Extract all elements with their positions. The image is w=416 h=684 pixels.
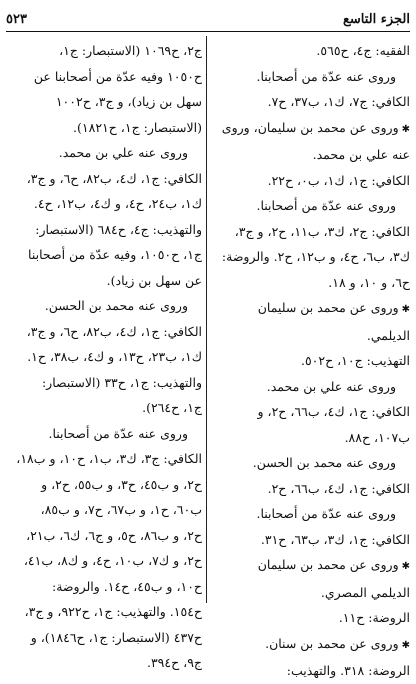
text-line [6, 38, 202, 64]
text-line [6, 319, 202, 345]
text-line [6, 650, 202, 676]
line-text: ح٤٣٧ (الاستبصار: ج١، ح١٨٤٦)، و [30, 629, 202, 645]
line-text: ك٣، ب٦، ح٤، و ب١٢، ح٢. والروضة: [221, 249, 410, 264]
asterisk-icon: ✱ [401, 123, 410, 135]
line-text: الديلمي. [366, 327, 410, 343]
text-line [214, 115, 410, 143]
running-title: الجزء التاسع [342, 11, 410, 27]
text-line [6, 268, 202, 294]
line-text: ك١، ب٢٣، ح١٣، و ك٤، ب٣٨، ح١. [27, 349, 202, 364]
line-text: وروى عنه علي بن محمد. [58, 145, 188, 160]
line-text: الكافي: ج١، ك٣، ب٦٣، ح٣١. [260, 531, 410, 547]
line-text: وروى عن محمد بن سليمان، وروى [221, 119, 399, 135]
text-line [6, 446, 202, 472]
line-text: ج٩، ح٣٩٤. [146, 655, 202, 670]
line-text: الكافي: ج٣، ك٣، ب١، ح١٠، و ب١٨، [16, 451, 202, 466]
text-line [214, 323, 410, 349]
line-text: وروى عنه محمد بن الحسن. [252, 455, 396, 470]
line-text: ب٦٠، ح١، و ب٦٧، ح٧، و ب٨٥، [40, 502, 202, 517]
page-number: ٥٢٣ [6, 11, 27, 27]
line-text: ح٦، و ١٠، و ١٨. [328, 274, 410, 290]
text-line [214, 168, 410, 194]
text-line [214, 295, 410, 323]
text-line [214, 219, 410, 245]
text-line [6, 599, 202, 625]
text-line [214, 552, 410, 580]
text-line [6, 166, 202, 192]
text-line [6, 370, 202, 396]
line-text: ج٢، ح١٠٦٩ (الاستبصار: ج١، [59, 43, 202, 58]
text-line [214, 348, 410, 374]
line-text: وروى عنه عدّة من أصحابنا. [48, 425, 188, 441]
header-rule [6, 31, 410, 32]
line-text: ح٢، و ب٨٦، ح٥، و ج٦، ك٦، ب٢١، [26, 527, 202, 543]
line-text: ح٢، و ك٧، ب١٠، ح٤، و ك٨، ب٤١، [23, 553, 202, 568]
line-text: وروى عن محمد بن سليمان [257, 300, 399, 315]
line-text: وروى عن محمد بن سليمان [257, 557, 399, 572]
text-line [214, 501, 410, 527]
text-line [6, 523, 202, 549]
text-line [6, 140, 202, 166]
line-text: ج١، ح٢٦٤). [142, 400, 202, 415]
text-line [214, 64, 410, 90]
right-column [214, 38, 410, 678]
text-line [6, 497, 202, 523]
text-line [214, 374, 410, 400]
text-line [6, 421, 202, 447]
page-header [6, 8, 410, 30]
line-text: التهذيب: ج١٠، ح٥٠٢. [300, 353, 410, 368]
line-text: عن سهل بن زياد). [106, 272, 202, 288]
text-line [6, 191, 202, 217]
line-text: الكافي: ج١، ك٤، ب٦٦، ح٢. [267, 480, 410, 496]
line-text: الكافي: ج٧، ك١، ب٣٧، ح٧. [267, 94, 410, 109]
text-line [6, 574, 202, 600]
asterisk-icon: ✱ [401, 561, 410, 572]
line-text: الكافي: ج١، ك٤، ب٨٢، ح٦، و ج٣، [26, 170, 202, 186]
line-text: الفقيه: ج٤، ح٥٦٥. [316, 43, 410, 58]
text-line [214, 244, 410, 270]
line-text: ج١، ح١٠٥٠، وفيه عدّة من أصحابنا [28, 247, 202, 262]
line-text: سهل بن زياد)، و ج٣، ح١٠٠٢ [55, 94, 202, 109]
text-line [6, 217, 202, 243]
text-line [6, 625, 202, 651]
line-text: الكافي: ج١، ك٤، ب٦٦، ح٢، و [257, 404, 410, 419]
line-text: وروى عنه عدّة من أصحابنا. [256, 198, 396, 213]
line-text: والتهذيب: ج١، ح٣٣ (الاستبصار: [41, 374, 202, 390]
left-column [6, 38, 202, 670]
text-line [214, 38, 410, 64]
text-line [214, 399, 410, 425]
line-text: الكافي: ج١، ك١، ب٠، ح٢٢. [267, 172, 410, 188]
text-line [214, 425, 410, 451]
line-text: ح١٠٥٠ وفيه عدّة من أصحابنا عن [33, 68, 202, 84]
line-text: ح١٥٤. والتهذيب: ج١، ح٩٢٢، و ج٣، [24, 604, 202, 619]
line-text: والتهذيب: ج٤، ح٦٨٤ (الاستبصار: [35, 221, 202, 237]
asterisk-icon: ✱ [401, 304, 410, 315]
text-line [6, 89, 202, 115]
text-line [6, 293, 202, 319]
text-line [6, 64, 202, 90]
text-line [214, 193, 410, 219]
text-line [214, 631, 410, 659]
line-text: الديلمي المصري. [320, 584, 410, 600]
line-text: الروضة: ٣١٨. والتهذيب: [286, 663, 410, 678]
text-line [214, 658, 410, 684]
line-text: ب١٠٧، ح٨٨. [344, 429, 410, 445]
text-line [6, 242, 202, 268]
text-line [214, 89, 410, 115]
line-text: وروى عنه عدّة من أصحابنا. [256, 68, 396, 84]
text-line [6, 548, 202, 574]
line-text: وروى عنه محمد بن الحسن. [44, 298, 188, 313]
text-line [214, 580, 410, 606]
text-line [214, 270, 410, 296]
text-line [214, 450, 410, 476]
line-text: ح٢، و ب٤٥، ح٣، و ب٥٥، ح٢، و [41, 476, 202, 492]
asterisk-icon: ✱ [401, 639, 410, 651]
line-text: الكافي: ج١، ك٤، ب٨٢، ح٦، و ج٣، [26, 323, 202, 339]
line-text: الكافي: ج٢، ك٣، ب١١، ح٢، و ج٣، [234, 223, 410, 239]
line-text: (الاستبصار: ج١، ح١٨٢١). [73, 119, 202, 135]
text-line [6, 344, 202, 370]
line-text: وروى عنه عدّة من أصحابنا. [256, 506, 396, 521]
text-line [6, 472, 202, 498]
column-divider [206, 36, 207, 603]
text-line [214, 476, 410, 502]
text-line [214, 527, 410, 553]
line-text: ك١، ب٢٤، ح٤، و ك٤، ب١٢، ح٤. [33, 196, 202, 211]
line-text: عنه علي بن محمد. [312, 147, 410, 162]
line-text: وروى عنه علي بن محمد. [266, 378, 396, 394]
text-line [214, 142, 410, 168]
line-text: ح١٠، و ب٤٥، ح١٤. والروضة: [52, 578, 202, 594]
text-line [6, 395, 202, 421]
line-text: الروضة: ح١١. [338, 610, 410, 625]
text-line [6, 115, 202, 141]
line-text: وروى عن محمد بن سنان. [265, 635, 399, 651]
